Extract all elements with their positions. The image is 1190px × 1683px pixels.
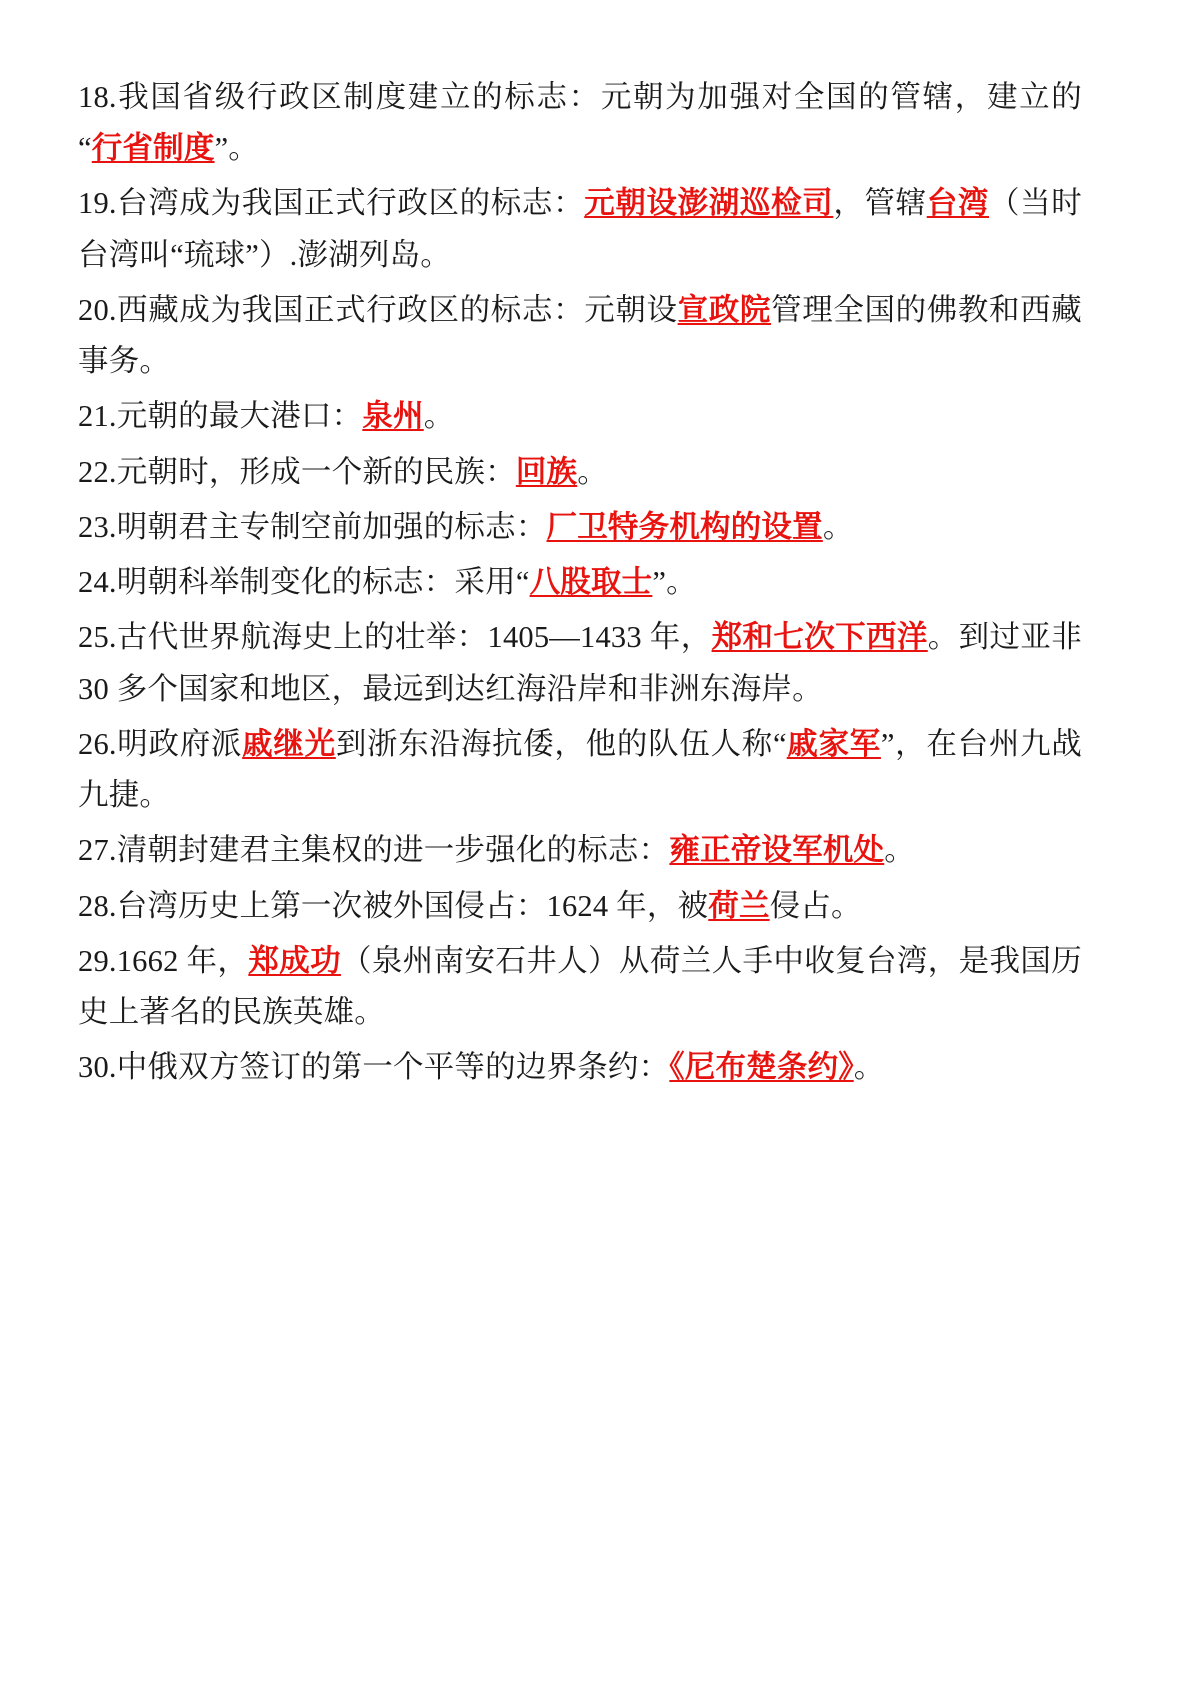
highlighted-term: 戚继光 <box>242 726 336 761</box>
text-run: 。到过亚非 30 多个国家和地区，最远到达红海沿岸和非洲东海岸。 <box>78 620 1082 706</box>
text-run: 29.1662 年， <box>78 943 249 978</box>
text-run: （泉州南安石井人）从荷兰人手中收复台湾，是我国历史上著名的民族英雄。 <box>78 943 1082 1029</box>
text-run: 28.台湾历史上第一次被外国侵占：1624 年，被 <box>78 888 709 923</box>
highlighted-term: 宣政院 <box>677 292 772 327</box>
text-run: （当时台湾叫“琉球”）.澎湖列岛。 <box>78 186 1082 272</box>
text-run: ，管辖 <box>833 186 927 221</box>
text-run: 26.明政府派 <box>78 726 243 761</box>
paragraph-item-21 <box>78 391 1082 442</box>
text-run: 18.我国省级行政区制度建立的标志：元朝为加强对全国的管辖，建立的“ <box>78 80 1082 166</box>
text-run: 侵占。 <box>769 888 862 923</box>
text-run: 22.元朝时，形成一个新的民族： <box>78 454 516 489</box>
text-run: 。 <box>423 399 455 434</box>
paragraph-item-19 <box>78 178 1082 280</box>
paragraph-item-29 <box>78 936 1082 1038</box>
text-run: 。 <box>577 454 608 489</box>
text-run: 25.古代世界航海史上的壮举：1405—1433 年， <box>78 620 712 655</box>
highlighted-term: 八股取士 <box>529 565 653 600</box>
highlighted-term: 雍正帝设军机处 <box>669 833 885 868</box>
text-run: 到浙东沿海抗倭，他的队伍人称“ <box>335 726 787 761</box>
highlighted-term: 《尼布楚条约》 <box>669 1050 854 1085</box>
paragraph-item-26 <box>78 719 1082 821</box>
highlighted-term: 台湾 <box>926 186 990 221</box>
text-run: 24.明朝科举制变化的标志：采用“ <box>78 565 530 600</box>
paragraph-item-25 <box>78 612 1082 714</box>
paragraph-item-23 <box>78 502 1082 553</box>
text-run: 。 <box>822 509 854 544</box>
paragraph-item-27 <box>78 825 1082 876</box>
highlighted-term: 泉州 <box>362 399 424 434</box>
document-body <box>78 72 1082 1093</box>
paragraph-item-24 <box>78 557 1082 608</box>
text-run: 23.明朝君主专制空前加强的标志： <box>78 509 547 544</box>
text-run: 20.西藏成为我国正式行政区的标志：元朝设 <box>78 292 678 327</box>
text-run: ”。 <box>652 565 697 600</box>
highlighted-term: 厂卫特务机构的设置 <box>546 509 823 544</box>
highlighted-term: 荷兰 <box>708 888 770 923</box>
paragraph-item-22 <box>78 447 1082 498</box>
text-run: 21.元朝的最大港口： <box>78 399 363 434</box>
text-run: 管理全国的佛教和西藏事务。 <box>78 292 1082 379</box>
text-run: 27.清朝封建君主集权的进一步强化的标志： <box>78 833 670 868</box>
text-run: 19.台湾成为我国正式行政区的标志： <box>78 186 585 221</box>
paragraph-item-18 <box>78 72 1082 174</box>
highlighted-term: 回族 <box>515 454 578 489</box>
highlighted-term: 郑和七次下西洋 <box>711 620 928 655</box>
text-run: 。 <box>853 1050 885 1085</box>
highlighted-term: 行省制度 <box>91 131 215 166</box>
text-run: 。 <box>884 833 915 868</box>
text-run: 30.中俄双方签订的第一个平等的边界条约： <box>78 1050 670 1085</box>
paragraph-item-28 <box>78 881 1082 932</box>
highlighted-term: 郑成功 <box>248 943 341 978</box>
text-run: ”。 <box>214 131 259 166</box>
text-run: ”，在台州九战九捷。 <box>78 726 1082 813</box>
paragraph-item-30 <box>78 1042 1082 1093</box>
paragraph-item-20 <box>78 285 1082 387</box>
highlighted-term: 元朝设澎湖巡检司 <box>584 186 834 221</box>
highlighted-term: 戚家军 <box>786 726 881 761</box>
